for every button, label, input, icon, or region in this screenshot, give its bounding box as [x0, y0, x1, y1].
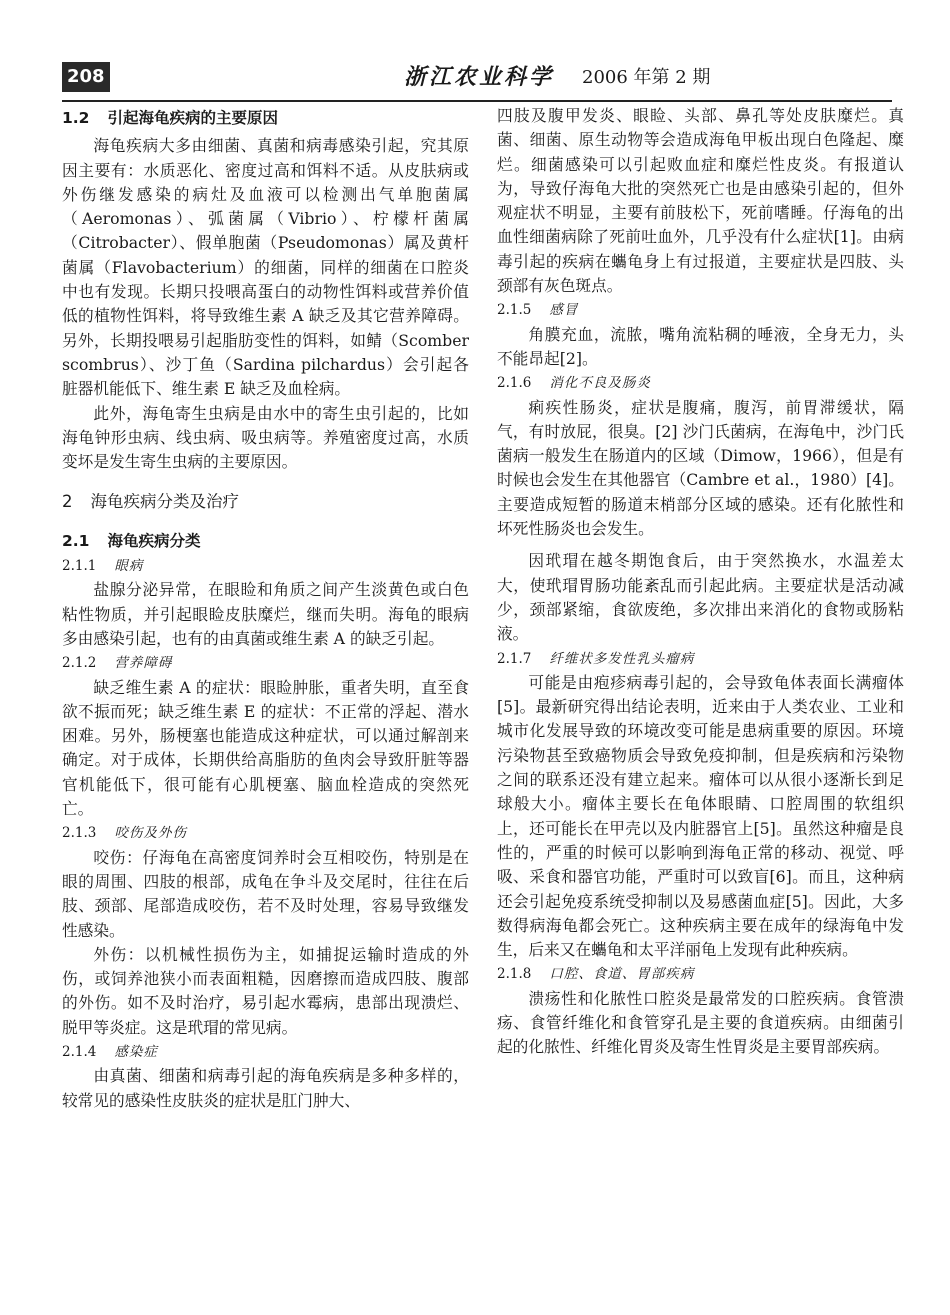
paragraph: 四肢及腹甲发炎、眼睑、头部、鼻孔等处皮肤糜烂。真菌、细菌、原生动物等会造成海龟甲板出现白色隆起、糜烂。细菌感染可以引起败血症和糜烂性皮炎。有报道认为，导致仔海龟大批的突然死亡也是由感染引起的，但外观症状不明显，主要有前肢松下，死前嗜睡。仔海龟的出血性细菌病除了死前吐血外，几乎没有什么症状[1]。由病毒引起的疾病在蠵龟身上有过报道，主要症状是四肢、头颈部有灰色斑点。	[497, 106, 904, 296]
paragraph: 缺乏维生素 A 的症状：眼睑肿胀，重者失明，直至食欲不振而死；缺乏维生素 E 的症状：不正常的浮起、潜水困难。另外，肠梗塞也能造成这种症状，可以通过解剖来确定。对于成体，长期供给高脂肪的鱼肉会导致肝脏等器官机能低下，很可能有心肌梗塞、脑血栓造成的突然死亡。	[62, 677, 469, 819]
paragraph: 可能是由疱疹病毒引起的，会导致龟体表面长满瘤体[5]。最新研究得出结论表明，近来由于人类农业、工业和城市化发展导致的环境改变可能是患病重要的原因。环境污染物甚至致癌物质会导致免疫抑制，但是疾病和污染物之间的联系还没有建立起来。瘤体可以从很小逐渐长到足球般大小。瘤体主要长在龟体眼睛、口腔周围的软组织上，还可能长在甲壳以及内脏器官上[5]。虽然这种瘤是良性的，严重的时候可以影响到海龟正常的移动、视觉、呼吸、采食和器官功能，严重时可以致盲[6]。而且，这种病还会引起免疫系统受抑制以及易感菌血症[5]。因此，大多数得病海龟都会死亡。这种疾病主要在成年的绿海龟中发生，后来又在蠵龟和太平洋丽龟上发现有此种疾病。	[497, 672, 904, 960]
paragraph: 海龟疾病大多由细菌、真菌和病毒感染引起，究其原因主要有：水质恶化、密度过高和饵料不适。从皮肤病或外伤继发感染的病灶及血液可以检测出气单胞菌属（Aeromonas）、弧菌属（Vibrio）、柠檬杆菌属（Citrobacter）、假单胞菌（Pseudomonas）属及黄杆菌属（Flavobacterium）的细菌，同样的细菌在口腔炎中也有发现。长期只投喂高蛋白的动物性饵料或营养价值低的植物性饵料，将导致维生素 A 缺乏及其它营养障碍。另外，长期投喂易引起脂肪变性的饵料，如鲭（Scomber scombrus）、沙丁鱼（Sardina pilchardus）会引起各脏器机能低下、维生素 E 缺乏及血栓病。	[62, 136, 469, 399]
paragraph: 因玳瑁在越冬期饱食后，由于突然换水，水温差太大，使玳瑁胃肠功能紊乱而引起此病。主要症状是活动减少，颈部紧缩，食欲废绝，多次排出来消化的食物或肠粘液。	[497, 551, 904, 644]
section-heading: 2 海龟疾病分类及治疗	[62, 492, 239, 512]
right-column	[497, 104, 904, 1060]
page-number: 208	[62, 62, 110, 92]
paragraph: 痢疾性肠炎，症状是腹痛，腹泻，前胃滞缓状，隔气，有时放屁，很臭。[2] 沙门氏菌病，在海龟中，沙门氏菌病一般发生在肠道内的区域（Dimow，1966），但是有时候也会发生在其他器官（Cambre et al.，1980）[4]。主要造成短暂的肠道末梢部分区域的感染。还有化脓性和坏死性肠炎也会发生。	[497, 397, 904, 539]
issue-label: 2006 年第 2 期	[582, 67, 711, 88]
subsubsection-heading: 2.1.1 眼病	[62, 558, 144, 575]
subsubsection-heading: 2.1.6 消化不良及肠炎	[497, 375, 651, 392]
subsubsection-heading: 2.1.5 感冒	[497, 302, 579, 319]
subsubsection-heading: 2.1.3 咬伤及外伤	[62, 825, 187, 842]
paragraph: 由真菌、细菌和病毒引起的海龟疾病是多种多样的，较常见的感染性皮肤炎的症状是肛门肿大、	[62, 1066, 469, 1110]
paragraph: 角膜充血，流脓，嘴角流粘稠的唾液，全身无力，头不能昂起[2]。	[497, 324, 904, 368]
paragraph: 溃疡性和化脓性口腔炎是最常发的口腔疾病。食管溃疡、食管纤维化和食管穿孔是主要的食道疾病。由细菌引起的化脓性、纤维化胃炎及寄生性胃炎是主要胃部疾病。	[497, 988, 904, 1057]
subsubsection-heading: 2.1.4 感染症	[62, 1043, 158, 1060]
paragraph: 此外，海龟寄生虫病是由水中的寄生虫引起的，比如海龟钟形虫病、线虫病、吸虫病等。养殖密度过高，水质变坏是发生寄生虫病的主要原因。	[62, 403, 469, 472]
journal-title: 浙江农业科学	[404, 64, 555, 90]
paragraph: 外伤：以机械性损伤为主，如捕捉运输时造成的外伤，或饲养池狭小而表面粗糙，因磨擦而造成四肢、腹部的外伤。如不及时治疗，易引起水霉病，患部出现溃烂、脱甲等炎症。这是玳瑁的常见病。	[62, 944, 469, 1037]
subsection-heading: 2.1 海龟疾病分类	[62, 531, 201, 550]
subsubsection-heading: 2.1.2 营养障碍	[62, 655, 173, 672]
paragraph: 咬伤：仔海龟在高密度饲养时会互相咬伤，特别是在眼的周围、四肢的根部，成龟在争斗及交尾时，往往在后肢、颈部、尾部造成咬伤，若不及时处理，容易导致继发性感染。	[62, 847, 469, 940]
section-heading: 1.2 引起海龟疾病的主要原因	[62, 109, 278, 127]
subsubsection-heading: 2.1.7 纤维状多发性乳头瘤病	[497, 650, 695, 667]
left-column	[62, 104, 469, 1113]
page-header	[62, 60, 892, 102]
subsubsection-heading: 2.1.8 口腔、食道、胃部疾病	[497, 966, 695, 983]
paragraph: 盐腺分泌异常，在眼睑和角质之间产生淡黄色或白色粘性物质，并引起眼睑皮肤糜烂，继而失明。海龟的眼病多由感染引起，也有的由真菌或维生素 A 的缺乏引起。	[62, 580, 469, 648]
